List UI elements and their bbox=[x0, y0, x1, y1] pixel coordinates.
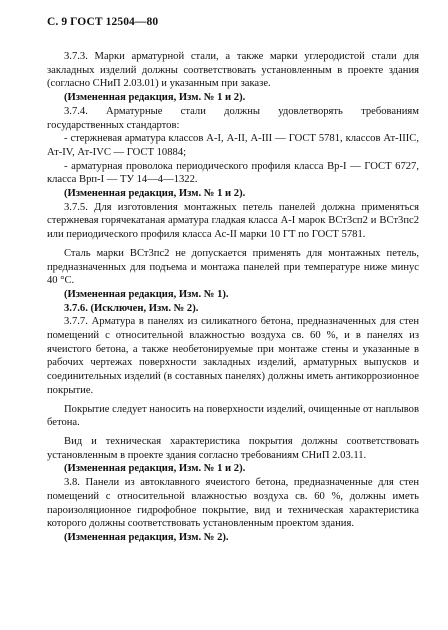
paragraph: Покрытие следует наносить на поверхности изделий, очищенные от наплывов бетона. bbox=[47, 403, 419, 429]
list-item: - арматурная проволока периодического профиля класса Вр-I — ГОСТ 6727, класса Врп-I — ТУ 14—4—1322. bbox=[47, 160, 419, 186]
paragraph: 3.8. Панели из автоклавного ячеистого бетона, предназначенные для стен помещений с относительной влажностью воздуха св. 60 %, должны иметь пароизоляционное гидрофобное покрытие, вид и техническая характеристика которого должны соответствовать установленным проектом здания. bbox=[47, 477, 419, 530]
paragraph: 3.7.5. Для изготовления монтажных петель панелей должна применяться стержневая горячекатаная арматура гладкая класса А-I марок ВСт3сп2 и ВСт3пс2 или периодического профиля класса Ас-II марки 10 ГТ по ГОСТ 5781. bbox=[47, 201, 419, 241]
paragraph: 3.7.4. Арматурные стали должны удовлетворять требованиям государственных стандартов: bbox=[47, 105, 419, 131]
running-head: С. 9 ГОСТ 12504—80 bbox=[47, 16, 159, 28]
amendment-note: (Измененная редакция, Изм. № 1). bbox=[64, 288, 229, 300]
body-text bbox=[47, 50, 419, 545]
paragraph: Сталь марки ВСт3пс2 не допускается применять для монтажных петель, предназначенных для подъема и монтажа панелей при температуре ниже минус 40 °С. bbox=[47, 247, 419, 287]
amendment-note: (Измененная редакция, Изм. № 1 и 2). bbox=[64, 463, 246, 475]
list-item: - стержневая арматура классов А-I, А-II, А-III — ГОСТ 5781, классов Ат-IIIC, Ат-IV, Ат-IVC — ГОСТ 10884; bbox=[47, 133, 419, 158]
amendment-note: (Измененная редакция, Изм. № 1 и 2). bbox=[64, 188, 246, 200]
paragraph: 3.7.7. Арматура в панелях из силикатного бетона, предназначенных для стен помещений с относительной влажностью воздуха св. 60 %, и в панелях из ячеистого бетона, а также необетонируемые при монтаже стены и указанные в рабочих чертежах поверхности закладных изделий, арматурных выпусков и соединительных изделий (в составных панелях) должны иметь антикоррозионное покрытие. bbox=[47, 316, 419, 396]
paragraph: Вид и техническая характеристика покрытия должны соответствовать установленным в проекте здания согласно требованиям СНиП 2.03.11. bbox=[47, 435, 419, 461]
amendment-note: 3.7.6. (Исключен, Изм. № 2). bbox=[64, 302, 199, 314]
paragraph: 3.7.3. Марки арматурной стали, а также марки углеродистой стали для закладных изделий должны соответствовать установленным в проекте здания (согласно СНиП 2.03.01) и указанным при заказе. bbox=[47, 51, 419, 90]
amendment-note: (Измененная редакция, Изм. № 1 и 2). bbox=[64, 92, 246, 104]
amendment-note: (Измененная редакция, Изм. № 2). bbox=[64, 531, 229, 543]
